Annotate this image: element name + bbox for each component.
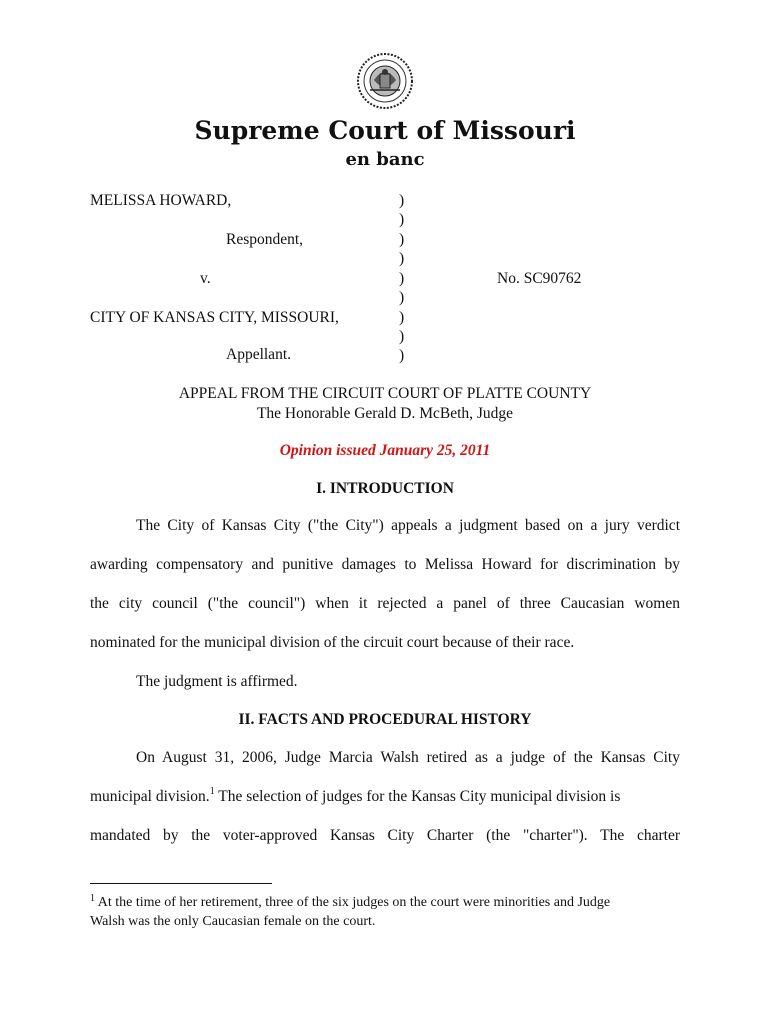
judge-line: The Honorable Gerald D. McBeth, Judge xyxy=(256,405,514,422)
footnote-text: At the time of her retirement, three of the six judges on the court were minorities and Judge xyxy=(95,895,611,910)
intro-line: the city council ("the council") when it rejected a panel of three Caucasian women xyxy=(90,595,680,612)
appeal-line: APPEAL FROM THE CIRCUIT COURT OF PLATTE COUNTY xyxy=(178,385,592,402)
footnote-divider xyxy=(90,883,272,884)
defendant-name: CITY OF KANSAS CITY, MISSOURI, xyxy=(90,309,339,326)
caption-paren: ) xyxy=(399,231,405,248)
versus-label: v. xyxy=(200,270,211,287)
court-seal-icon xyxy=(356,50,414,112)
caption-paren: ) xyxy=(399,270,405,287)
court-title: Supreme Court of Missouri xyxy=(194,116,576,145)
plaintiff-role: Respondent, xyxy=(226,231,304,248)
caption-paren: ) xyxy=(399,211,405,228)
intro-heading: I. INTRODUCTION xyxy=(316,480,454,497)
caption-paren: ) xyxy=(399,250,405,267)
caption-paren: ) xyxy=(399,309,405,326)
facts-text: The selection of judges for the Kansas City municipal division is xyxy=(214,788,621,805)
intro-line: nominated for the municipal division of the circuit court because of their race. xyxy=(90,634,575,651)
facts-line xyxy=(90,786,680,805)
intro-line: awarding compensatory and punitive damages to Melissa Howard for discrimination by xyxy=(90,556,680,573)
caption-paren: ) xyxy=(399,328,405,345)
facts-line: mandated by the voter-approved Kansas City Charter (the "charter"). The charter xyxy=(90,827,680,844)
intro-conclusion: The judgment is affirmed. xyxy=(136,673,298,690)
caption-paren: ) xyxy=(399,289,405,306)
court-subtitle: en banc xyxy=(345,149,425,170)
footnote-ref[interactable]: 1 xyxy=(209,786,215,797)
footnote-line xyxy=(90,893,680,910)
footnote-marker: 1 xyxy=(90,893,95,904)
plaintiff-name: MELISSA HOWARD, xyxy=(90,192,232,209)
caption-paren: ) xyxy=(399,192,405,209)
facts-heading: II. FACTS AND PROCEDURAL HISTORY xyxy=(238,711,532,728)
facts-line: On August 31, 2006, Judge Marcia Walsh retired as a judge of the Kansas City xyxy=(136,749,680,766)
case-number: No. SC90762 xyxy=(497,270,582,287)
facts-text: municipal division. xyxy=(90,788,210,805)
footnote-line: Walsh was the only Caucasian female on the court. xyxy=(90,914,376,929)
caption-paren: ) xyxy=(399,347,405,364)
defendant-role: Appellant. xyxy=(226,346,291,363)
opinion-date: Opinion issued January 25, 2011 xyxy=(279,442,491,459)
intro-line: The City of Kansas City ("the City") appeals a judgment based on a jury verdict xyxy=(136,517,680,534)
